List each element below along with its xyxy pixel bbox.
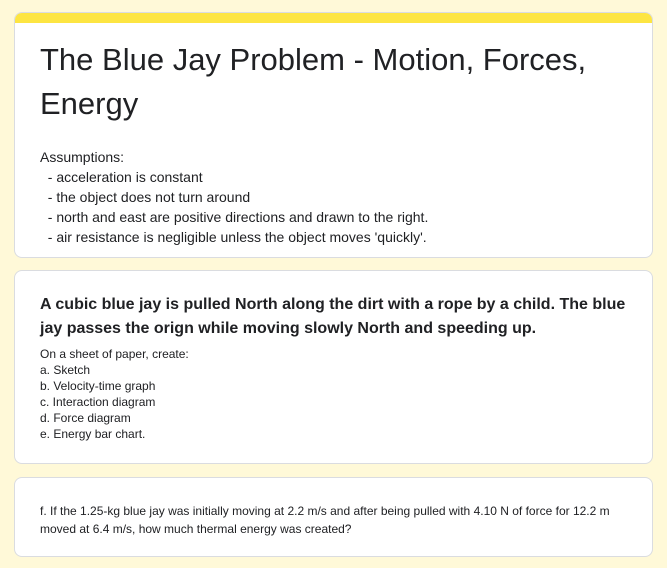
description-line: - north and east are positive directions and drawn to the right. [40, 209, 429, 225]
description-line: - air resistance is negligible unless the object moves 'quickly'. [40, 229, 427, 245]
form-title: The Blue Jay Problem - Motion, Forces, Energy [40, 42, 587, 121]
question-description-line: a. Sketch [40, 363, 91, 377]
question-description-line: b. Velocity-time graph [40, 379, 156, 393]
question-card-2 [14, 477, 653, 557]
question-description-line: c. Interaction diagram [40, 395, 156, 409]
question-description-line: d. Force diagram [40, 411, 131, 425]
question-description-line: e. Energy bar chart. [40, 427, 146, 441]
question-title: A cubic blue jay is pulled North along the dirt with a rope by a child. The blue jay passes the orign while moving slowly North and speeding up. [40, 296, 626, 337]
header-accent-bar [15, 13, 652, 23]
description-line: - the object does not turn around [40, 189, 251, 205]
form-header-card [14, 12, 653, 258]
question-card-1 [14, 270, 653, 464]
question-description [40, 346, 189, 442]
description-line: Assumptions: [40, 149, 125, 165]
question-text: f. If the 1.25-kg blue jay was initially moving at 2.2 m/s and after being pulled with 4.10 N of force for 12.2 m moved at 6.4 m/s, how much thermal energy was created? [40, 504, 610, 536]
form-description [40, 147, 428, 247]
description-line: - acceleration is constant [40, 169, 203, 185]
question-description-line: On a sheet of paper, create: [40, 347, 189, 361]
